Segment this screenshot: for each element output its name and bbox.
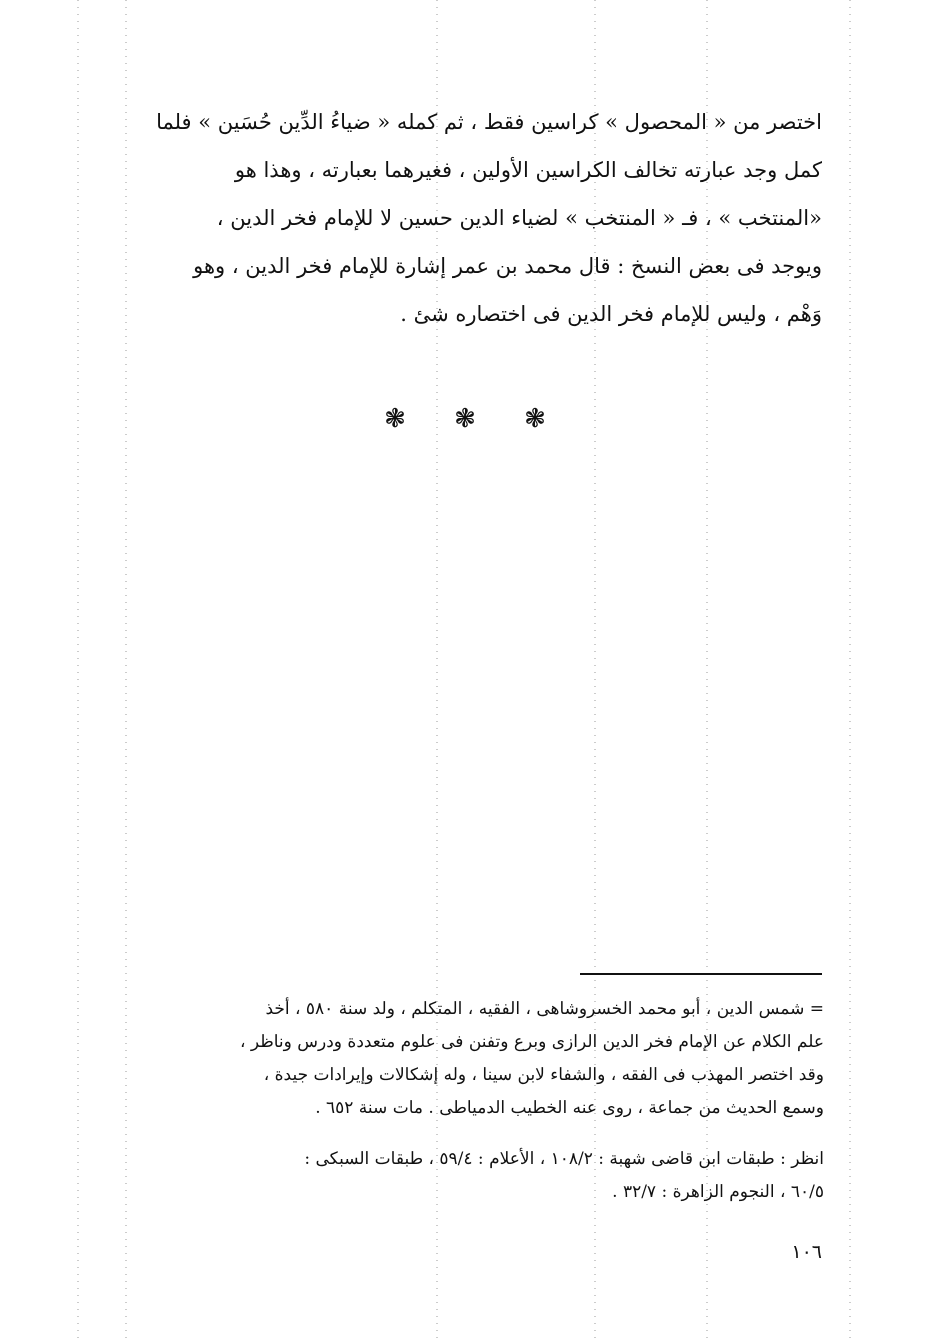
main-text xyxy=(110,98,822,338)
main-text-line: ويوجد فى بعض النسخ : قال محمد بن عمر إشارة للإمام فخر الدين ، وهو xyxy=(193,254,822,278)
footnote-line: = شمس الدين ، أبو محمد الخسروشاهى ، الفقيه ، المتكلم ، ولد سنة ٥٨٠ ، أخذ xyxy=(265,999,824,1019)
main-text-line: كمل وجد عبارته تخالف الكراسين الأولين ، فغيرهما بعبارته ، وهذا هو xyxy=(234,158,822,182)
main-text-line: وَهْم ، وليس للإمام فخر الدين فى اختصاره شئ . xyxy=(400,302,822,326)
asterism-icon: ❃ xyxy=(454,404,476,434)
reference-line: ٦٠/٥ ، النجوم الزاهرة : ٣٢/٧ . xyxy=(612,1182,824,1202)
asterism-icon: ❃ xyxy=(384,404,406,434)
footnote-separator xyxy=(580,973,822,975)
footnote-line: وسمع الحديث من جماعة ، روى عنه الخطيب الدمياطى . مات سنة ٦٥٢ . xyxy=(315,1098,824,1118)
footnote-line: علم الكلام عن الإمام فخر الدين الرازى وبرع وتفنن فى علوم متعددة ودرس وناظر ، xyxy=(239,1032,824,1052)
reference-line: انظر : طبقات ابن قاضى شهبة : ١٠٨/٢ ، الأعلام : ٥٩/٤ ، طبقات السبكى : xyxy=(304,1149,824,1169)
footnote-line: وقد اختصر المهذب فى الفقه ، والشفاء لابن سينا ، وله إشكالات وإيرادات جيدة ، xyxy=(263,1065,824,1085)
footnote-text xyxy=(110,993,824,1125)
asterism-icon: ❃ xyxy=(524,404,546,434)
footnote-references xyxy=(110,1143,824,1209)
main-text-line: «المنتخب » ، فـ « المنتخب » لضياء الدين حسين لا للإمام فخر الدين ، xyxy=(216,206,822,230)
section-divider-ornament xyxy=(380,404,550,434)
page-number: ١٠٦ xyxy=(791,1241,822,1263)
main-text-line: اختصر من « المحصول » كراسين فقط ، ثم كمله « ضياءُ الدِّين حُسَين » فلما xyxy=(156,110,822,134)
